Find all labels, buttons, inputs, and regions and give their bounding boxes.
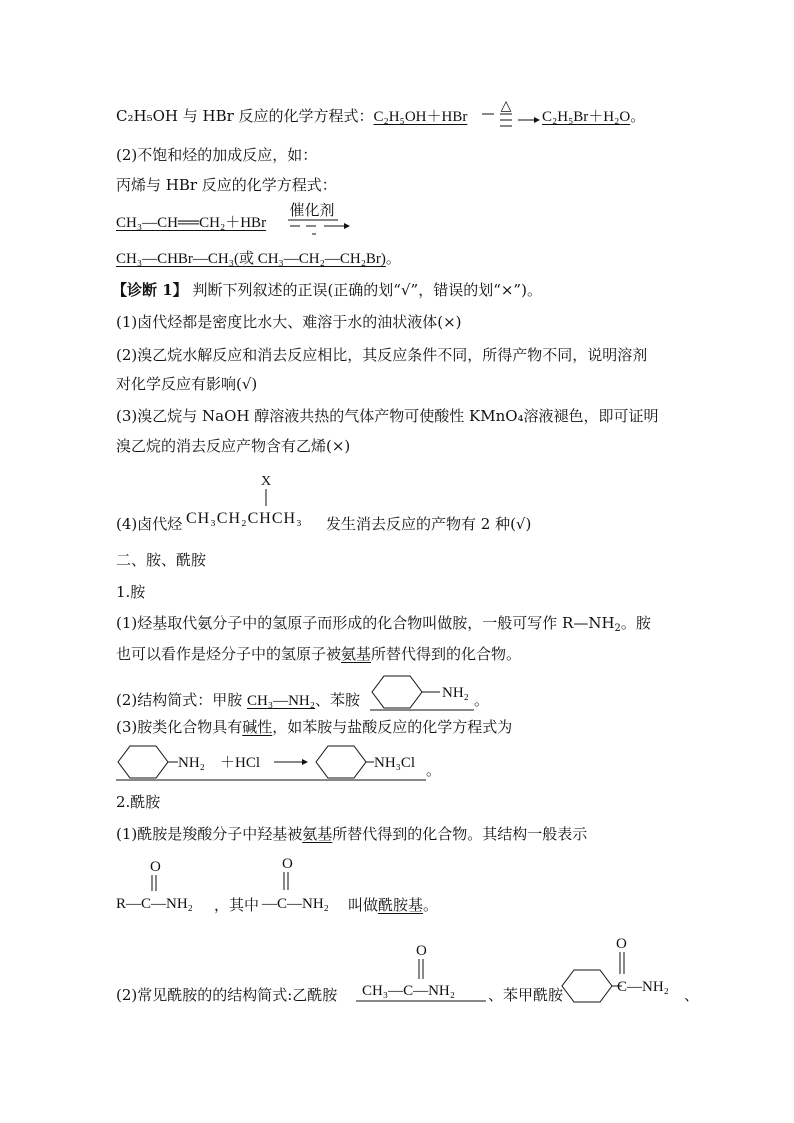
amine-text-end: 。胺 (620, 614, 651, 632)
eq-propene-products (116, 248, 401, 269)
answer-amino-2: 氨基 (302, 825, 333, 843)
text: 叫做 (348, 896, 379, 914)
diagnosis-instruction: 判断下列叙述的正误(正确的划“√”，错误的划“×”)。 (187, 281, 542, 299)
period: 。 (474, 691, 490, 709)
acetamide-formula: CH₃—C—NH₂ (362, 983, 455, 999)
amine-para-1 (116, 613, 651, 639)
benzamide-formula: C—NH₂ (617, 979, 669, 995)
trailing-comma: 、 (684, 986, 700, 1004)
amine-para-2 (116, 644, 521, 664)
text-qizhong: ，其中 (214, 896, 260, 914)
eq-products: C₂H₅Br＋H₂O (542, 109, 631, 125)
benzamide-structure (562, 930, 702, 1010)
question-2-line2: 对化学反应有影响(√) (116, 375, 258, 393)
aniline-hcl-equation (116, 740, 446, 790)
amine-structures (116, 690, 360, 711)
text: 所替代得到的化合物。 (371, 645, 522, 663)
amide-group: —C—NH₂ (262, 896, 329, 912)
catalyst-label: 催化剂 (289, 201, 335, 219)
haloalkane-structure (186, 470, 326, 530)
acetamide-o: O (416, 943, 427, 959)
amide-group-structure (262, 852, 362, 912)
general-formula: R—C—NH₂ (116, 896, 193, 912)
propene-eq: CH₃—CH══CH₂＋HBr (116, 215, 267, 231)
period: 。 (423, 896, 439, 914)
amide-para-1 (116, 824, 587, 844)
text: (2)结构简式：甲胺 (116, 691, 248, 709)
text: (3)胺类化合物具有 (116, 718, 243, 736)
answer-basic: 碱性 (242, 718, 273, 736)
period: 。 (385, 249, 401, 267)
question-4-suffix: 发生消去反应的产物有 2 种(√) (326, 515, 532, 533)
question-2-line1: (2)溴乙烷水解反应和消去反应相比，其反应条件不同，所得产物不同，说明溶剂 (116, 346, 648, 364)
para-unsaturated: (2)不饱和烃的加成反应，如： (116, 146, 318, 164)
question-3-line1: (3)溴乙烷与 NaOH 醇溶液共热的气体产物可使酸性 KMnO₄溶液褪色，即可证明 (116, 407, 659, 425)
amine-text: (1)烃基取代氨分子中的氢原子而形成的化合物叫做胺，一般可写作 R—NH (116, 614, 615, 632)
structure-chain: CH₃CH₂CHCH₃ (186, 510, 303, 527)
carbonyl-o: O (150, 859, 161, 875)
acetamide-structure (356, 935, 496, 1005)
amide-general-structure (116, 855, 226, 915)
diagnosis-label: 【诊断 1】 (112, 281, 188, 299)
period: 。 (426, 761, 442, 779)
eq-reactants: C₂H₅OH＋HBr (373, 109, 468, 125)
answer-methylamine: CH₃—NH₂ (247, 693, 315, 709)
text-benzamide: 、苯甲酰胺 (488, 986, 564, 1004)
eq-propene-reactants (116, 212, 266, 233)
product-nh3cl: NH₃Cl (374, 755, 416, 771)
section-amine-amide: 二、胺、酰胺 (116, 551, 207, 569)
eq-products-line (542, 106, 645, 127)
period: 。 (630, 107, 646, 125)
para-propene: 丙烯与 HBr 反应的化学方程式： (116, 176, 337, 194)
text: 所替代得到的化合物。其结构一般表示 (332, 825, 588, 843)
subscript: 2 (614, 623, 621, 634)
question-1: (1)卤代烃都是密度比水大、难溶于水的油状液体(×) (116, 313, 462, 331)
eq-intro: C₂H₅OH 与 HBr 反应的化学方程式： (116, 107, 374, 125)
question-4-prefix: (4)卤代烃 (116, 515, 183, 533)
reagent-hcl: ＋HCl (220, 755, 261, 771)
condition-heat-arrow (478, 96, 538, 136)
text: 、苯胺 (315, 691, 361, 709)
diagnosis-heading (112, 280, 542, 300)
heading-amine: 1.胺 (116, 583, 146, 601)
condition-catalyst-arrow (284, 198, 354, 238)
common-amides-intro: (2)常见酰胺的的结构简式:乙酰胺 (116, 986, 338, 1004)
amine-basicity (116, 717, 512, 737)
benzamide-o: O (616, 936, 627, 952)
aniline-nh2: NH₂ (442, 685, 469, 701)
answer-amino: 氨基 (341, 645, 372, 663)
heat-symbol: △ (500, 99, 512, 114)
reactant-nh2: NH₂ (178, 755, 205, 771)
text: (1)酰胺是羧酸分子中羟基被 (116, 825, 303, 843)
text: 也可以看作是烃分子中的氢原子被 (116, 645, 342, 663)
text: ，如苯胺与盐酸反应的化学方程式为 (272, 718, 513, 736)
halogen-x: X (260, 474, 272, 489)
amide-naming (348, 895, 438, 915)
equation-ethanol-hbr (116, 106, 467, 127)
question-3-line2: 溴乙烷的消去反应产物含有乙烯(×) (116, 437, 351, 455)
propene-products: CH₃—CHBr—CH₃(或 CH₃—CH₂—CH₂Br) (116, 251, 386, 267)
heading-amide: 2.酰胺 (116, 793, 161, 811)
answer-amide-group: 酰胺基 (378, 896, 424, 914)
aniline-structure (370, 670, 480, 714)
amide-o: O (282, 856, 293, 872)
